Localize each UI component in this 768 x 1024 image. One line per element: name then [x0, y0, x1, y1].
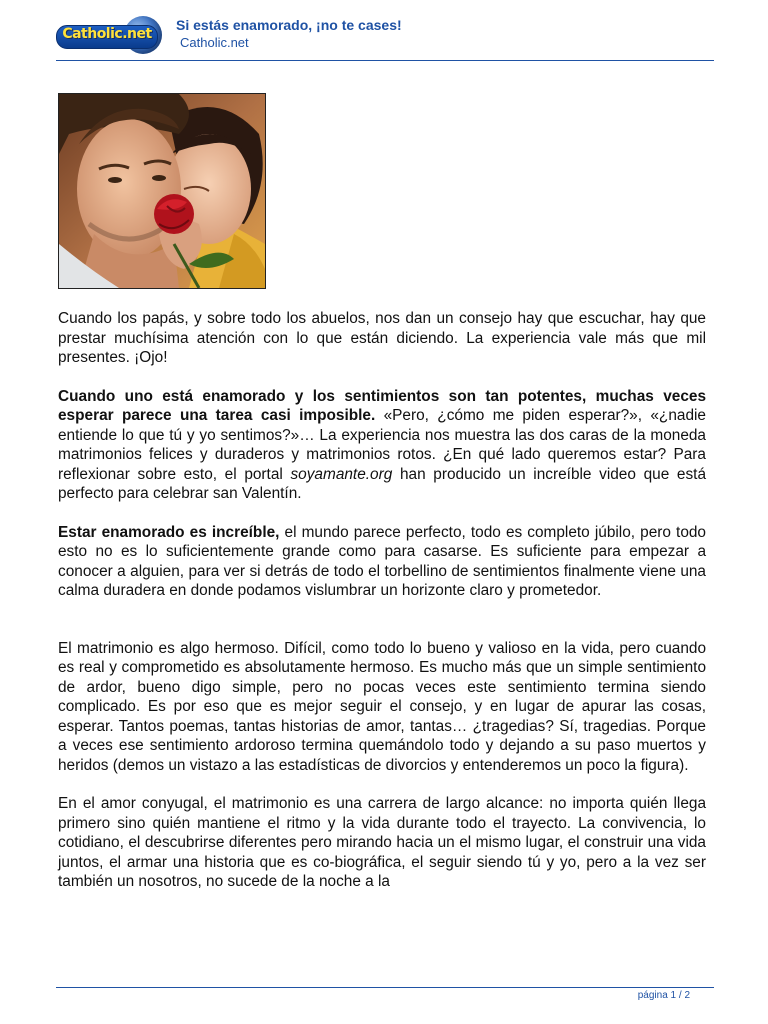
- logo-text: Catholic.net: [62, 26, 152, 42]
- paragraph-4-text: El matrimonio es algo hermoso. Difícil, como todo lo bueno y valioso en la vida, pero cuando es real y comprometido es absolutamente hermoso. Es mucho más que un simple sentimiento de ardor, bueno digo simple, pero no pocas veces este sentimiento termina siendo complicado. Es por eso que es mejor seguir el consejo, y en lugar de apurar las cosas, esperar. Tantos poemas, tantas historias de amor, tantas… ¿tragedias? Sí, tragedias. Porque a veces ese sentimiento ardoroso termina quemándolo todo y dejando a su paso muertos y heridos (demos un vistazo a las estadísticas de divorcios y entenderemos un poco la figura).: [58, 639, 706, 774]
- paragraph-2: [58, 387, 706, 504]
- document-title: Si estás enamorado, ¡no te cases!: [176, 17, 402, 33]
- paragraph-1-text: Cuando los papás, y sobre todo los abuelos, nos dan un consejo hay que escuchar, hay que prestar muchísima atención con lo que están diciendo. La experiencia vale más que mil presentes. ¡Ojo!: [58, 310, 706, 366]
- footer-divider: [56, 987, 714, 988]
- paragraph-3-text: el mundo parece perfecto, todo es completo júbilo, pero todo esto no es lo suficientemente grande como para casarse. Es suficiente para empezar a conocer a alguien, para ver si detrás de todo el torbellino de sentimientos finalmente viene una calma duradera en donde podamos vislumbrar un horizonte claro y prometedor.: [58, 523, 706, 599]
- paragraph-5-text: En el amor conyugal, el matrimonio es una carrera de largo alcance: no importa quién llega primero sino quién mantiene el ritmo y la vida durante todo el trayecto. La convivencia, lo cotidiano, el descubrirse diferentes pero mirando hacia un el mismo lugar, el construir una vida juntos, el armar una historia que es co-biográfica, el seguir siendo tú y yo, pero a la vez ser también un nosotros, no sucede de la noche a la: [58, 795, 706, 890]
- paragraph-2-text-after: han producido un increíble video que está perfecto para celebrar san Valentín.: [58, 465, 707, 502]
- catholic-net-logo[interactable]: [56, 16, 164, 54]
- page-number: página 1 / 2: [637, 990, 690, 1001]
- site-name: Catholic.net: [180, 35, 249, 50]
- page-header: [56, 14, 714, 62]
- paragraph-3: [58, 523, 706, 601]
- paragraph-2-italic: soyamante.org: [290, 465, 393, 483]
- paragraph-3-bold: Estar enamorado es increíble,: [58, 523, 280, 541]
- paragraph-4: [58, 639, 706, 776]
- paragraph-1: [58, 309, 706, 368]
- header-divider: [56, 60, 714, 61]
- paragraph-5: [58, 794, 706, 892]
- couple-photo: [58, 93, 266, 289]
- article-body: [58, 309, 706, 892]
- paragraph-2-bold: Cuando uno está enamorado y los sentimientos son tan potentes, muchas veces esperar parece una tarea casi imposible.: [58, 387, 706, 424]
- paragraph-2-text-before: «Pero, ¿cómo me piden esperar?», «¿nadie entiende lo que tú y yo sentimos?»… La experiencia nos muestra las dos caras de la moneda matrimonios felices y duraderos y matrimonios rotos. ¿En qué lado queremos estar? Para reflexionar sobre esto, el portal: [58, 407, 706, 483]
